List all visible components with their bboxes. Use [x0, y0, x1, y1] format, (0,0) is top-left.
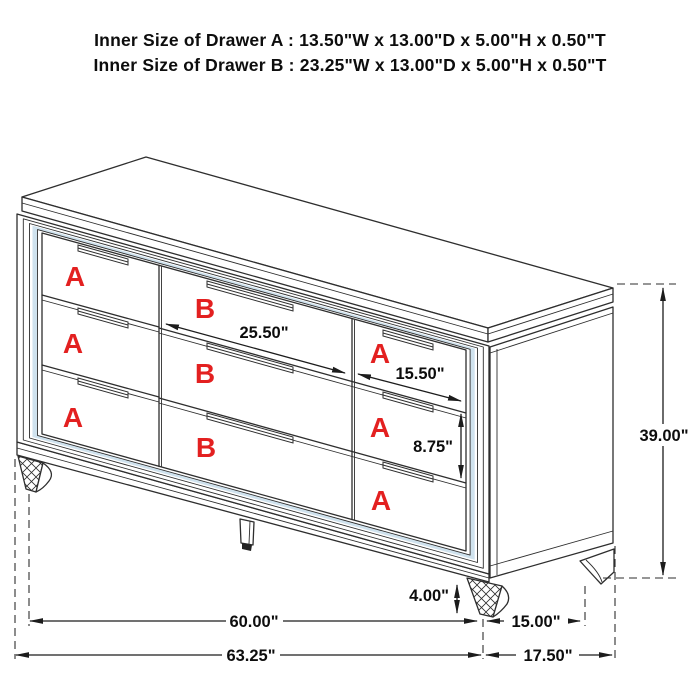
dim-label-60-00: 60.00"	[229, 613, 279, 631]
drawer-label-b3: B	[195, 432, 217, 463]
dim-label-8-75: 8.75"	[413, 438, 453, 456]
drawer-label-a4: A	[369, 338, 391, 369]
drawer-label-a3: A	[62, 402, 84, 433]
dim-label-63-25: 63.25"	[226, 647, 276, 665]
dim-foot-height	[409, 585, 457, 613]
dim-label-39-00: 39.00"	[639, 427, 689, 445]
dim-label-4-00: 4.00"	[409, 587, 449, 605]
drawer-b-size-text: Inner Size of Drawer B : 23.25"W x 13.00"D x 5.00"H x 0.50"T	[93, 55, 607, 75]
drawer-label-b2: B	[194, 358, 216, 389]
dim-label-15-50: 15.50"	[395, 365, 445, 383]
dim-overall-height	[637, 288, 691, 575]
dim-label-15-00: 15.00"	[511, 613, 561, 631]
center-front-leg	[240, 519, 254, 551]
drawer-label-a5: A	[369, 412, 391, 443]
drawer-a-size-text: Inner Size of Drawer A : 13.50"W x 13.00"D x 5.00"H x 0.50"T	[94, 30, 606, 50]
dim-overall-width	[16, 646, 481, 665]
drawer-label-a1: A	[64, 261, 86, 292]
drawer-label-b1: B	[194, 293, 216, 324]
front-right-foot	[467, 578, 509, 617]
side-panel	[490, 307, 613, 578]
dim-front-feet-span	[30, 612, 477, 631]
drawer-label-a6: A	[370, 485, 392, 516]
drawer-label-a2: A	[62, 328, 84, 359]
dim-label-25-50: 25.50"	[239, 324, 289, 342]
back-right-foot	[580, 549, 614, 584]
dim-overall-depth	[486, 646, 612, 665]
dim-label-17-50: 17.50"	[523, 647, 573, 665]
dim-side-feet-span	[487, 612, 580, 631]
